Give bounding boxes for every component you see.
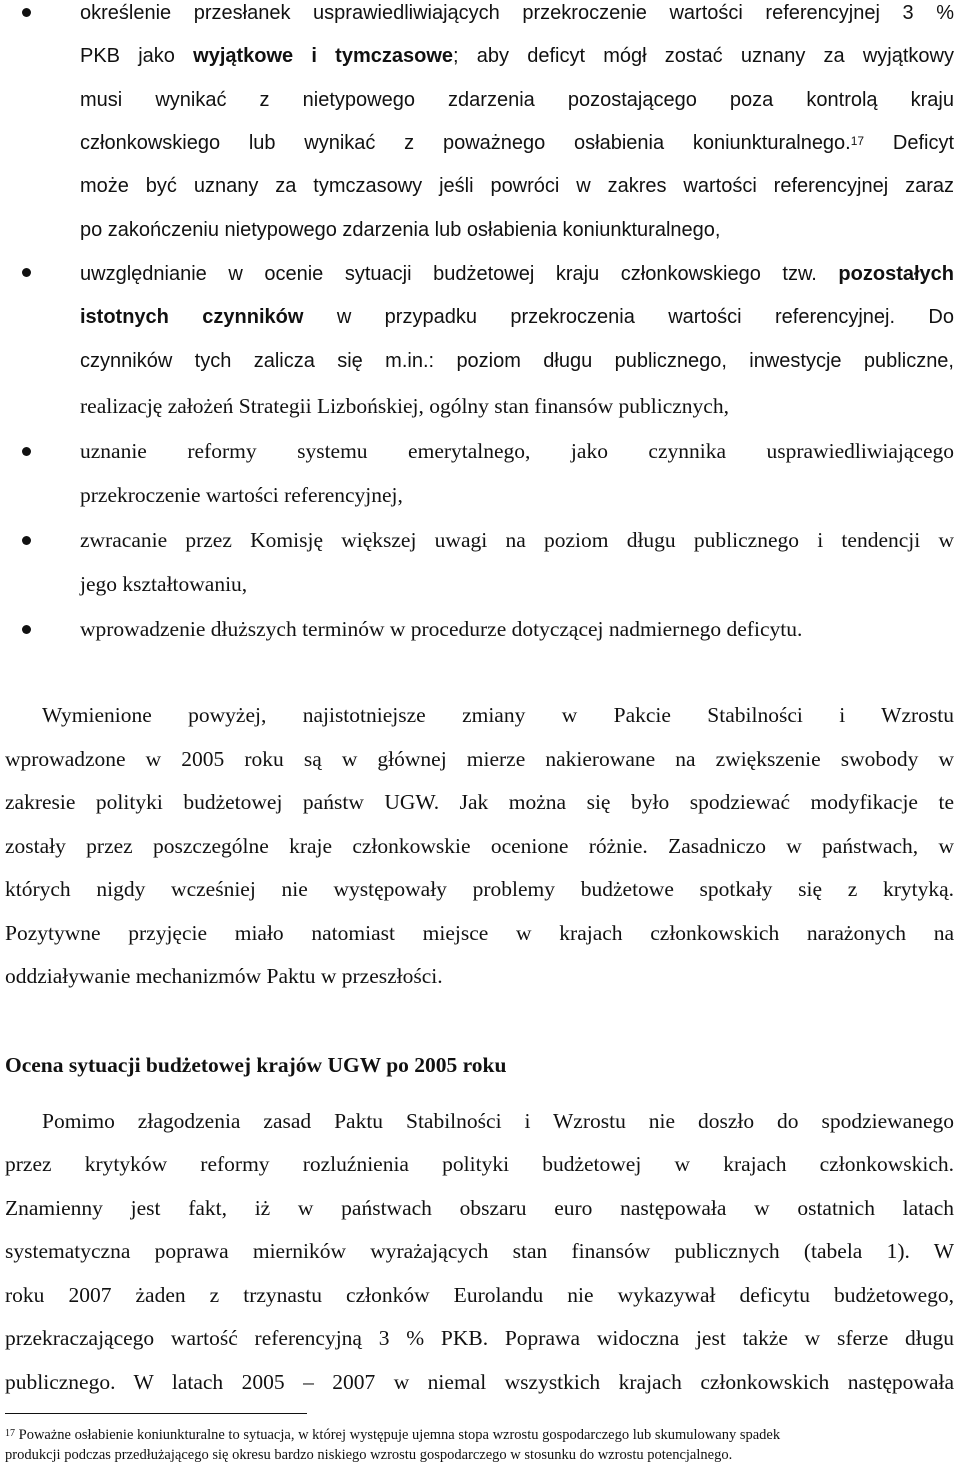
text-line: publicznego. W latach 2005 – 2007 w niemal wszystkich krajach członkowskich następowała [5,1370,954,1394]
text-line: Pomimo złagodzenia zasad Paktu Stabilności i Wzrostu nie doszło do spodziewanego [42,1109,954,1133]
text-line: systematyczna poprawa mierników wyrażających stan finansów publicznych (tabela 1). W [5,1239,954,1263]
emphasis-text: wyjątkowe i tymczasowe [193,45,453,67]
text-line: zakresie polityki budżetowej państw UGW. Jak można się było spodziewać modyfikacje te [5,790,954,814]
text-line: przekroczenie wartości referencyjnej, [80,483,403,507]
section-heading: Ocena sytuacji budżetowej krajów UGW po 2005 roku [5,1053,507,1077]
footnote: $^{17}$ Poważne osłabienie koniunkturalne to sytuacja, w której występuje ujemna stopa wzrostu gospodarczego lub skumulowany spadek [5,1427,781,1443]
text-line: przekraczającego wartość referencyjną 3 % PKB. Poprawa widoczna jest także w sferze długu [5,1326,954,1350]
text-line: określenie przesłanek usprawiedliwiających przekroczenie wartości referencyjnej 3 % [80,2,954,24]
bullet-dot-icon [22,8,31,17]
text-line: może być uznany za tymczasowy jeśli powróci w zakres wartości referencyjnej zaraz [80,175,954,197]
text-line: przez krytyków reformy rozluźnienia polityki budżetowej w krajach członkowskich. [5,1152,954,1176]
footnote-line: produkcji podczas przedłużającego się okresu bardzo niskiego wzrostu gospodarczego w stosunku do wzrostu potencjalnego. [5,1447,733,1463]
text-line: wprowadzenie dłuższych terminów w procedurze dotyczącej nadmiernego deficytu. [80,617,803,641]
text-line: członkowskiego lub wynikać z poważnego osłabienia koniunkturalnego.$^{17}$ Deficyt [80,132,954,154]
text-line: zwracanie przez Komisję większej uwagi na poziom długu publicznego i tendencji w [80,528,954,552]
emphasis-text: istotnych czynników [80,306,304,328]
bullet-dot-icon [22,625,31,634]
bullet-dot-icon [22,536,31,545]
emphasis-text: pozostałych [838,263,954,285]
text-line: Wymienione powyżej, najistotniejsze zmiany w Pakcie Stabilności i Wzrostu [42,703,954,727]
text-line: jego kształtowaniu, [80,572,248,596]
text-line: PKB jako wyjątkowe i tymczasowe; aby deficyt mógł zostać uznany za wyjątkowy [80,45,954,67]
footnote-separator [5,1413,307,1414]
footnote-ref: 17 [850,134,865,148]
text-line: musi wynikać z nietypowego zdarzenia pozostającego poza kontrolą kraju [80,89,954,111]
text-line: oddziaływanie mechanizmów Paktu w przeszłości. [5,964,443,988]
text-line: uwzględnianie w ocenie sytuacji budżetowej kraju członkowskiego tzw. pozostałych [80,263,954,285]
text-line: istotnych czynników w przypadku przekroczenia wartości referencyjnej. Do [80,306,954,328]
text-line: po zakończeniu nietypowego zdarzenia lub osłabienia koniunkturalnego, [80,219,721,241]
bullet-dot-icon [22,268,31,277]
text-line: których nigdy wcześniej nie występowały problemy budżetowe spotkały się z krytyką. [5,877,954,901]
text-line: zostały przez poszczególne kraje członkowskie ocenione różnie. Zasadniczo w państwach, w [5,834,954,858]
text-line: Znamienny jest fakt, iż w państwach obszaru euro następowała w ostatnich latach [5,1196,954,1220]
text-line: uznanie reformy systemu emerytalnego, jako czynnika usprawiedliwiającego [80,439,954,463]
text-line: Pozytywne przyjęcie miało natomiast miejsce w krajach członkowskich narażonych na [5,921,954,945]
footnote-number: 17 [5,1428,15,1439]
text-line: wprowadzone w 2005 roku są w głównej mierze nakierowane na zwiększenie swobody w [5,747,954,771]
text-line: czynników tych zalicza się m.in.: poziom długu publicznego, inwestycje publiczne, [80,350,954,372]
text-line: realizację założeń Strategii Lizbońskiej, ogólny stan finansów publicznych, [80,394,729,418]
text-line: roku 2007 żaden z trzynastu członków Eurolandu nie wykazywał deficytu budżetowego, [5,1283,954,1307]
bullet-dot-icon [22,447,31,456]
